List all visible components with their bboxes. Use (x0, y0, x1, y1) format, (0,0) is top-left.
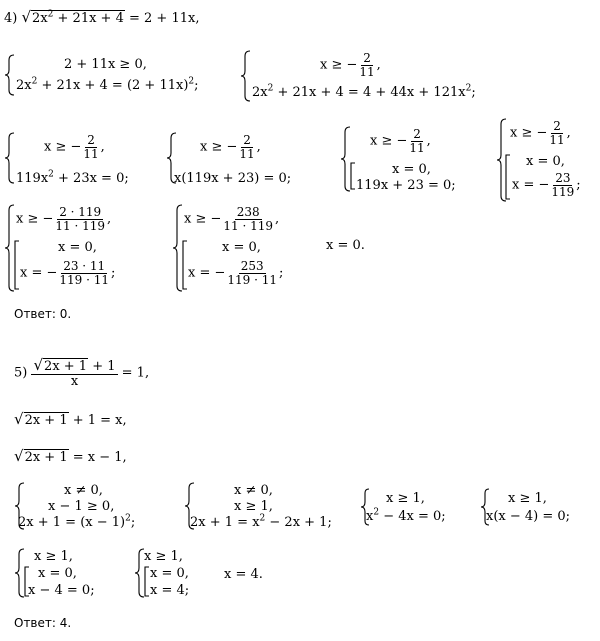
p5-s6-line3: x = 4; (150, 583, 190, 598)
p4-s8-line2: x = 0, (222, 240, 261, 255)
p5-system-4 (480, 488, 596, 526)
p5-equation (14, 358, 149, 388)
p4-system-3 (4, 132, 154, 184)
p5-s6-line2: x = 0, (150, 566, 189, 581)
p4-equation (4, 10, 199, 25)
brace-icon (4, 54, 16, 96)
p4-s6-line3: x = − $\frac{23}{119}$ ; (512, 171, 581, 199)
p4-s4-line2: x(119x + 23) = 0; (174, 171, 292, 186)
p5-answer: Ответ: 4. (14, 616, 72, 630)
p4-number: 4) (4, 11, 18, 26)
p4-s8-line1: x ≥ − $\frac{238}{11 \cdot 119}$ , (184, 205, 280, 233)
p4-s5-line1: x ≥ − $\frac{2}{11}$ , (370, 127, 431, 155)
p5-s1-line3: $2x + 1 = (x - 1)^2$; (18, 513, 136, 530)
p5-system-1 (14, 482, 164, 530)
p5-system-5 (14, 548, 114, 598)
p4-system-7 (4, 204, 154, 292)
p4-s6-line1: x ≥ − $\frac{2}{11}$ , (510, 119, 571, 147)
sqrt-sign: √ (14, 447, 24, 465)
p5-s2-line1: x ≠ 0, (234, 483, 273, 498)
bracket-icon (505, 154, 511, 200)
p4-s2-line2: $2x^2 + 21x + 4 = 4 + 44x + 121x^2$; (252, 83, 476, 100)
p5-line3: √2x + 1 = x − 1, (14, 447, 127, 465)
p4-s2-line1: x ≥ − $\frac{2}{11}$ , (320, 51, 381, 79)
p5-s1-line2: x − 1 ≥ 0, (48, 499, 115, 514)
p5-line2: √2x + 1 + 1 = x, (14, 410, 127, 428)
p4-s3-line1: x ≥ − $\frac{2}{11}$ , (44, 133, 105, 161)
p4-s5-line2: x = 0, (392, 162, 431, 177)
p5-s3-line2: $x^2 - 4x = 0$; (366, 507, 446, 524)
p5-s5-line3: x − 4 = 0; (28, 583, 95, 598)
p5-result: x = 4. (224, 567, 263, 582)
p4-system-5 (340, 126, 470, 192)
p4-s7-line1: x ≥ − $\frac{2 \cdot 119}{11 \cdot 119}$ , (16, 205, 112, 233)
p5-s2-line3: $2x + 1 = x^2 - 2x + 1$; (190, 513, 332, 530)
p4-answer: Ответ: 0. (14, 307, 72, 321)
p5-s5-line2: x = 0, (38, 566, 77, 581)
p5-system-2 (184, 482, 344, 530)
p4-system-1 (4, 54, 214, 96)
p5-s4-line1: x ≥ 1, (508, 491, 547, 506)
p4-s1-line2: $2x^2 + 21x + 4 = (2 + 11x)^2$; (16, 76, 199, 93)
p4-s4-line1: x ≥ − $\frac{2}{11}$ , (200, 133, 261, 161)
p5-fraction: $\frac{√2x + 1 + 1}{x}$ (33, 356, 116, 389)
p4-result: x = 0. (326, 238, 365, 253)
p4-s5-line3: 119x + 23 = 0; (356, 178, 456, 193)
p5-s1-line1: x ≠ 0, (64, 483, 103, 498)
p5-s3-line1: x ≥ 1, (386, 491, 425, 506)
p5-s5-line1: x ≥ 1, (34, 549, 73, 564)
p4-rhs: = 2 + 11x, (124, 11, 200, 26)
brace-icon (4, 132, 16, 184)
sqrt-sign: √ (14, 410, 24, 428)
p4-system-8 (172, 204, 312, 292)
p5-system-6 (134, 548, 214, 598)
p4-s7-line2: x = 0, (58, 240, 97, 255)
p4-s3-line2: $119x^2 + 23x = 0$; (16, 169, 129, 186)
p4-system-4 (166, 132, 306, 184)
p5-rhs: = 1, (117, 365, 150, 381)
p5-system-3 (360, 488, 460, 526)
sqrt-sign: √ (21, 8, 32, 26)
p5-s2-line2: x ≥ 1, (234, 499, 273, 514)
p4-s8-line3: x = − $\frac{253}{119 \cdot 11}$ ; (188, 259, 284, 287)
p4-system-2 (240, 50, 476, 102)
p4-s7-line3: x = − $\frac{23 \cdot 11}{119 \cdot 11}$ ; (20, 259, 116, 287)
p5-s6-line1: x ≥ 1, (144, 549, 183, 564)
brace-icon (240, 50, 252, 102)
p4-s6-line2: x = 0, (526, 154, 565, 169)
p4-system-6 (496, 118, 596, 202)
p4-radicand: $2x^2 + 21x + 4$ (32, 9, 124, 26)
p5-number: 5) (14, 365, 28, 381)
p4-s1-line1: 2 + 11x ≥ 0, (64, 57, 147, 72)
p5-s4-line2: x(x − 4) = 0; (486, 509, 571, 524)
